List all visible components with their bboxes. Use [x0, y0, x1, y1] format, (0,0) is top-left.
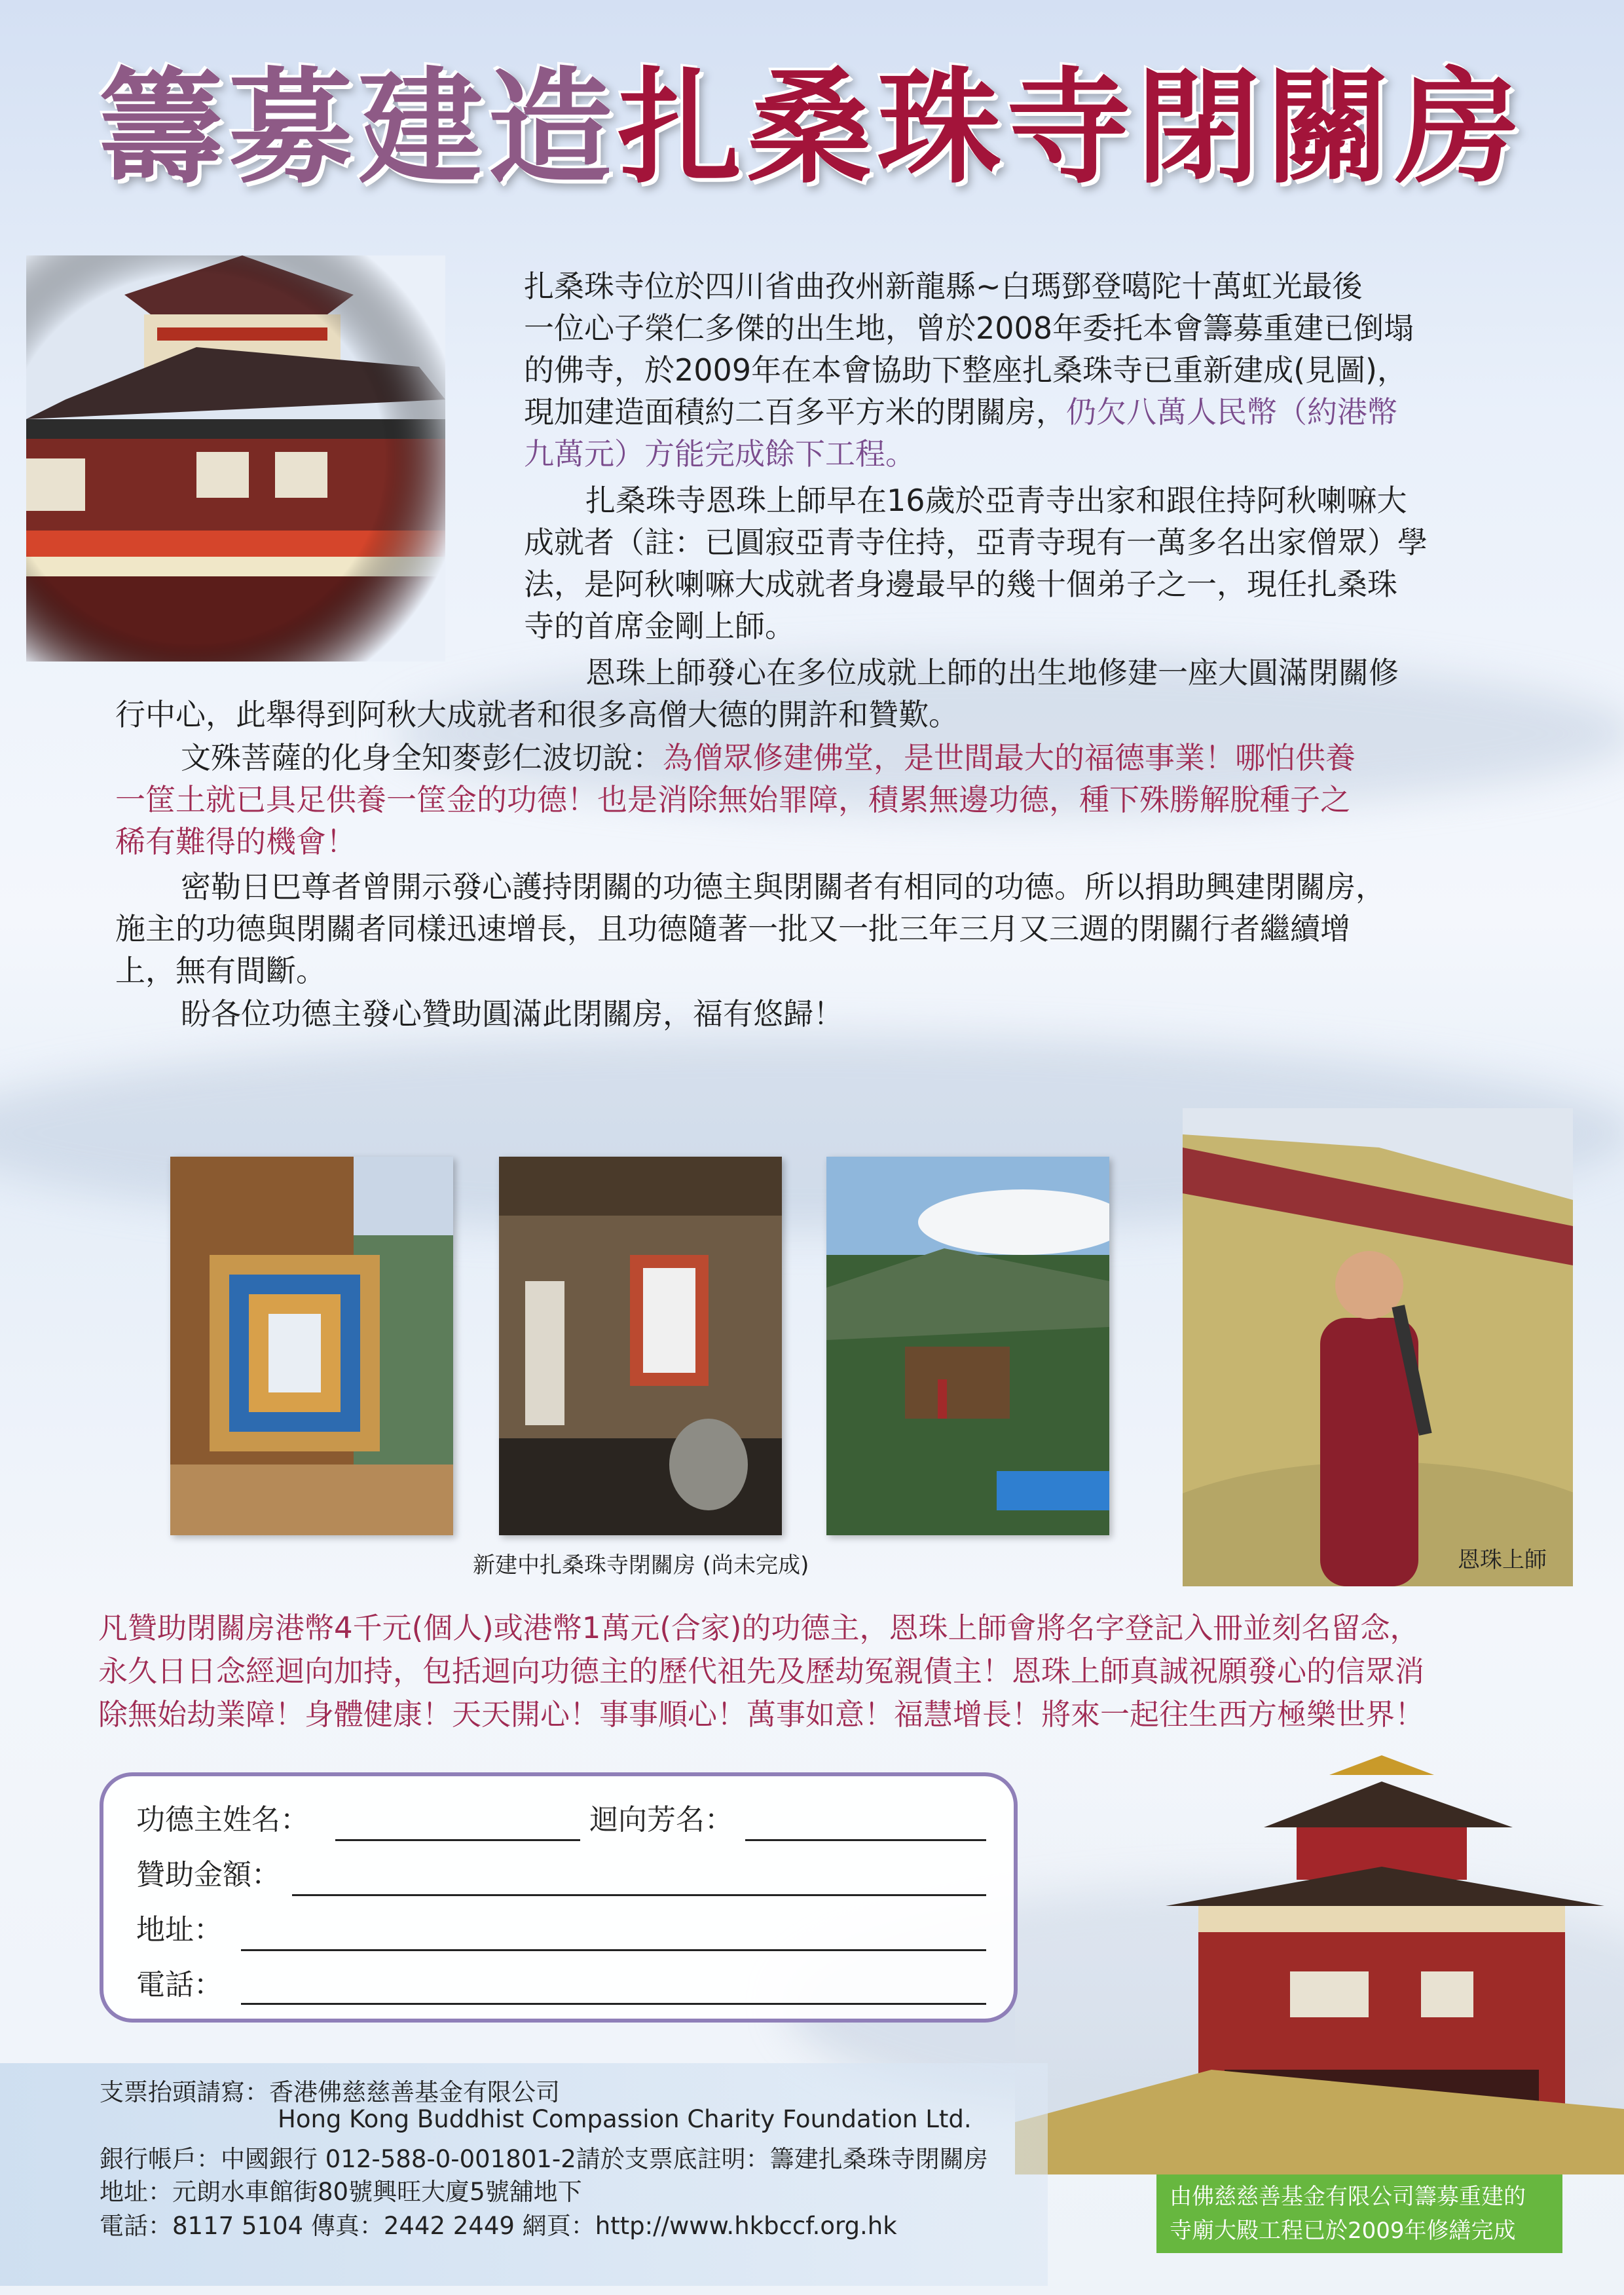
para2-line-2: 成就者（註：已圓寂亞青寺住持，亞青寺現有一萬多名出家僧眾）學 [524, 525, 1428, 560]
para5-line-1: 密勒日巴尊者曾開示發心護持閉關的功德主與閉關者有相同的功德。所以捐助興建閉關房， [181, 869, 1386, 905]
office-address: 地址：元朗水車館街80號興旺大廈5號舖地下 [100, 2178, 582, 2206]
badge-line-2: 寺廟大殿工程已於2009年修繕完成 [1170, 2218, 1516, 2244]
completion-badge [1156, 2174, 1562, 2253]
title-part-1: 籌募建造 [98, 54, 618, 200]
cheque-payee: 支票抬頭請寫：香港佛慈慈善基金有限公司 [100, 2078, 560, 2106]
intro-line-4 [524, 391, 1397, 433]
footer-info [0, 2063, 1048, 2286]
rebuilt-temple-photo [1015, 1755, 1624, 2174]
lama-caption: 恩珠上師 [1458, 1547, 1547, 1573]
para3-line-2: 行中心，此舉得到阿秋大成就者和很多高僧大德的開許和贊歎。 [115, 697, 959, 732]
para3-line-1: 恩珠上師發心在多位成就上師的出生地修建一座大圓滿閉關修 [585, 655, 1399, 690]
quote-line-2: 一筐土就已具足供養一筐金的功德！也是消除無始罪障，積累無邊功德，種下殊勝解脫種子之 [115, 782, 1350, 817]
bank-account: 銀行帳戶：中國銀行 012-588-0-001801-2請於支票底註明：籌建扎桑珠寺閉關房 [100, 2145, 988, 2173]
construction-photo-3 [826, 1157, 1109, 1535]
para4-lead: 文殊菩薩的化身全知麥彭仁波切說： [181, 740, 663, 775]
donation-form [100, 1772, 1018, 2023]
page-title [0, 46, 1624, 210]
address-field[interactable] [241, 1949, 986, 1951]
badge-line-1: 由佛慈慈善基金有限公司籌募重建的 [1170, 2184, 1526, 2210]
lama-photo [1183, 1108, 1573, 1586]
intro-line-4-a: 現加建造面積約二百多平方米的閉關房， [524, 394, 1066, 430]
construction-caption: 新建中扎桑珠寺閉關房 (尚未完成) [473, 1552, 809, 1578]
window-frame-illustration [170, 1157, 453, 1535]
phone-field[interactable] [241, 2003, 986, 2005]
intro-line-1: 扎桑珠寺位於四川省曲孜州新龍縣~白瑪鄧登噶陀十萬虹光最後 [524, 269, 1363, 304]
para2-line-4: 寺的首席金剛上師。 [524, 608, 795, 644]
intro-line-2: 一位心子榮仁多傑的出生地，曾於2008年委托本會籌募重建已倒塌 [524, 310, 1414, 346]
funding-shortfall: 仍欠八萬人民幣（約港幣 [1066, 394, 1397, 430]
para4-line-1 [181, 737, 1356, 779]
hillside-site-illustration [826, 1157, 1109, 1535]
blessing-line-2: 永久日日念經迴向加持，包括迴向功德主的歷代祖先及歷劫冤親債主！恩珠上師真誠祝願發心的信眾消 [98, 1654, 1425, 1689]
address-label: 地址： [136, 1913, 223, 1947]
intro-line-3: 的佛寺，於2009年在本會協助下整座扎桑珠寺已重新建成(見圖)， [524, 352, 1407, 388]
dedication-name-label: 迴向芳名： [589, 1803, 733, 1837]
para6-closing: 盼各位功德主發心贊助圓滿此閉關房，福有悠歸！ [181, 996, 843, 1032]
construction-photo-1 [170, 1157, 453, 1535]
title-part-2: 扎桑珠寺閉關房 [618, 54, 1526, 200]
construction-photo-2 [499, 1157, 782, 1535]
para2-line-1: 扎桑珠寺恩珠上師早在16歲於亞青寺出家和跟住持阿秋喇嘛大 [585, 483, 1407, 518]
amount-field[interactable] [292, 1894, 986, 1896]
para5-line-2: 施主的功德與閉關者同樣迅速增長，且功德隨著一批又一批三年三月又三週的閉關行者繼續增 [115, 911, 1350, 946]
para5-line-3: 上，無有間斷。 [115, 953, 326, 988]
interior-room-illustration [499, 1157, 782, 1535]
para2-line-3: 法，是阿秋喇嘛大成就者身邊最早的幾十個弟子之一，現任扎桑珠 [524, 567, 1397, 602]
blessing-line-1: 凡贊助閉關房港幣4千元(個人)或港幣1萬元(合家)的功德主，恩珠上師會將名字登記入冊並刻名留念， [98, 1611, 1420, 1645]
phone-label: 電話： [136, 1968, 223, 2002]
foundation-english-name: Hong Kong Buddhist Compassion Charity Foundation Ltd. [278, 2105, 972, 2133]
amount-label: 贊助金額： [136, 1858, 280, 1892]
donor-name-label: 功德主姓名： [136, 1803, 309, 1837]
intro-line-5: 九萬元）方能完成餘下工程。 [524, 436, 915, 472]
contact-info: 電話：8117 5104 傳真：2442 2449 網頁：http://www.hkbccf.org.hk [100, 2212, 897, 2240]
temple-photo [26, 255, 445, 662]
temple-illustration [26, 255, 445, 662]
dedication-name-field[interactable] [745, 1839, 986, 1841]
rebuilt-temple-illustration [1015, 1755, 1624, 2174]
quote-line-1: 為僧眾修建佛堂，是世間最大的福德事業！哪怕供養 [663, 740, 1356, 775]
lama-illustration [1183, 1108, 1573, 1586]
blessing-line-3: 除無始劫業障！身體健康！天天開心！事事順心！萬事如意！福慧增長！將來一起往生西方極樂世界！ [98, 1697, 1425, 1732]
donor-name-field[interactable] [335, 1839, 580, 1841]
quote-line-3: 稀有難得的機會！ [115, 824, 356, 859]
